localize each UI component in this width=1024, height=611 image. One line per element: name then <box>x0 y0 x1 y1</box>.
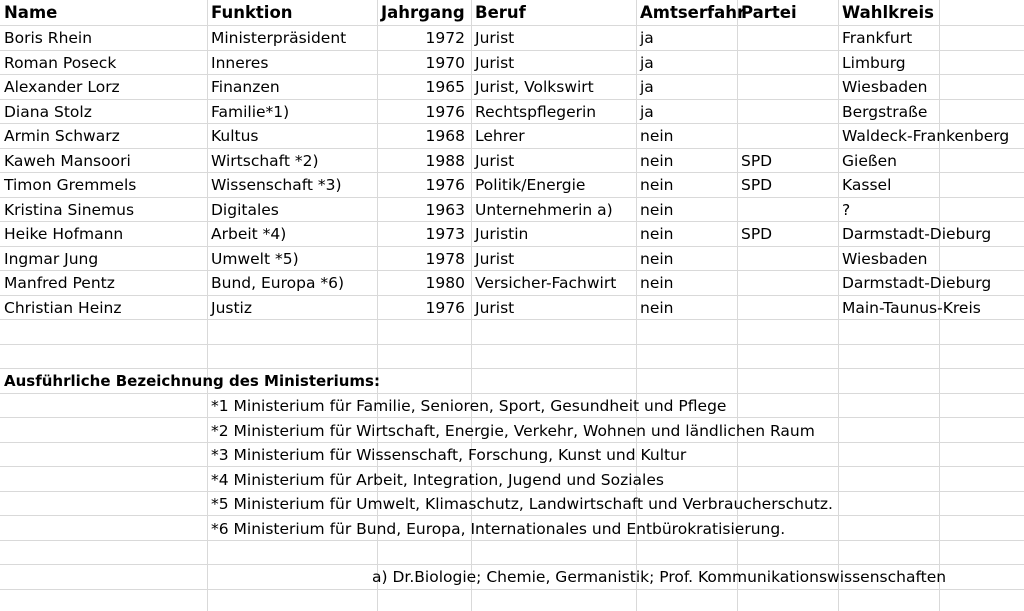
cell-funktion[interactable]: Finanzen <box>211 78 280 96</box>
cell-funktion[interactable]: Inneres <box>211 54 269 72</box>
grid-row-line <box>0 344 1024 345</box>
cell-beruf[interactable]: Jurist <box>475 299 515 317</box>
cell-wahlkreis[interactable]: ? <box>842 201 851 219</box>
note-item[interactable]: *4 Ministerium für Arbeit, Integration, Jugend und Soziales <box>211 471 664 489</box>
cell-jahrgang[interactable]: 1988 <box>425 152 465 170</box>
cell-amtserfahr[interactable]: nein <box>640 176 674 194</box>
cell-jahrgang[interactable]: 1963 <box>425 201 465 219</box>
cell-funktion[interactable]: Wissenschaft *3) <box>211 176 342 194</box>
cell-amtserfahr[interactable]: nein <box>640 152 674 170</box>
cell-jahrgang[interactable]: 1976 <box>425 176 465 194</box>
cell-beruf[interactable]: Lehrer <box>475 127 525 145</box>
cell-partei[interactable] <box>737 100 838 124</box>
cell-jahrgang[interactable]: 1973 <box>425 225 465 243</box>
cell-funktion[interactable]: Umwelt *5) <box>211 250 299 268</box>
cell-amtserfahr[interactable]: ja <box>640 78 654 96</box>
cell-beruf[interactable]: Jurist <box>475 29 515 47</box>
cell-wahlkreis[interactable]: Frankfurt <box>842 29 913 47</box>
cell-wahlkreis[interactable]: Limburg <box>842 54 906 72</box>
cell-wahlkreis[interactable]: Darmstadt-Dieburg <box>842 274 992 292</box>
cell-beruf[interactable]: Jurist <box>475 250 515 268</box>
cell-beruf[interactable]: Rechtspflegerin <box>475 103 597 121</box>
cell-partei[interactable] <box>737 75 838 99</box>
cell-beruf[interactable]: Jurist <box>475 152 515 170</box>
note-item[interactable]: *6 Ministerium für Bund, Europa, Internationales und Entbürokratisierung. <box>211 520 786 538</box>
cell-funktion[interactable]: Digitales <box>211 201 279 219</box>
cell-partei[interactable] <box>737 296 838 320</box>
cell-wahlkreis[interactable]: Wiesbaden <box>842 78 928 96</box>
cell-name[interactable]: Boris Rhein <box>4 29 93 47</box>
cell-jahrgang[interactable]: 1970 <box>425 54 465 72</box>
cell-name[interactable]: Heike Hofmann <box>4 225 124 243</box>
cell-partei[interactable] <box>737 247 838 271</box>
header-amtserfahr[interactable]: Amtserfahr <box>640 3 746 22</box>
cell-funktion[interactable]: Familie*1) <box>211 103 290 121</box>
cell-wahlkreis[interactable]: Bergstraße <box>842 103 928 121</box>
cell-partei[interactable]: SPD <box>741 152 773 170</box>
header-jahrgang[interactable]: Jahrgang <box>381 3 465 22</box>
cell-beruf[interactable]: Versicher-Fachwirt <box>475 274 617 292</box>
cell-name[interactable]: Manfred Pentz <box>4 274 115 292</box>
cell-name[interactable]: Kristina Sinemus <box>4 201 135 219</box>
cell-name[interactable]: Alexander Lorz <box>4 78 120 96</box>
note-item[interactable]: *2 Ministerium für Wirtschaft, Energie, Verkehr, Wohnen und ländlichen Raum <box>211 422 815 440</box>
cell-wahlkreis[interactable]: Kassel <box>842 176 892 194</box>
cell-name[interactable]: Kaweh Mansoori <box>4 152 131 170</box>
cell-name[interactable]: Timon Gremmels <box>4 176 137 194</box>
cell-jahrgang[interactable]: 1976 <box>425 299 465 317</box>
cell-partei[interactable] <box>737 198 838 222</box>
note-item[interactable]: *5 Ministerium für Umwelt, Klimaschutz, Landwirtschaft und Verbraucherschutz. <box>211 495 833 513</box>
cell-amtserfahr[interactable]: nein <box>640 201 674 219</box>
cell-amtserfahr[interactable]: nein <box>640 225 674 243</box>
cell-partei[interactable]: SPD <box>741 176 773 194</box>
cell-amtserfahr[interactable]: ja <box>640 29 654 47</box>
grid-row-line <box>0 589 1024 590</box>
cell-amtserfahr[interactable]: nein <box>640 299 674 317</box>
cell-jahrgang[interactable]: 1978 <box>425 250 465 268</box>
cell-jahrgang[interactable]: 1980 <box>425 274 465 292</box>
cell-wahlkreis[interactable]: Main-Taunus-Kreis <box>842 299 981 317</box>
note-item[interactable]: *1 Ministerium für Familie, Senioren, Sport, Gesundheit und Pflege <box>211 397 727 415</box>
cell-jahrgang[interactable]: 1976 <box>425 103 465 121</box>
cell-amtserfahr[interactable]: nein <box>640 250 674 268</box>
cell-partei[interactable] <box>737 271 838 295</box>
cell-funktion[interactable]: Arbeit *4) <box>211 225 287 243</box>
cell-name[interactable]: Ingmar Jung <box>4 250 99 268</box>
cell-name[interactable]: Roman Poseck <box>4 54 117 72</box>
footnote-a[interactable]: a) Dr.Biologie; Chemie, Germanistik; Prof. Kommunikationswissenschaften <box>372 568 947 586</box>
cell-funktion[interactable]: Wirtschaft *2) <box>211 152 319 170</box>
cell-partei[interactable] <box>737 124 838 148</box>
header-beruf[interactable]: Beruf <box>475 3 526 22</box>
cell-beruf[interactable]: Juristin <box>475 225 529 243</box>
header-funktion[interactable]: Funktion <box>211 3 293 22</box>
header-partei[interactable]: Partei <box>741 3 797 22</box>
cell-jahrgang[interactable]: 1972 <box>425 29 465 47</box>
cell-amtserfahr[interactable]: ja <box>640 103 654 121</box>
header-name[interactable]: Name <box>4 3 58 22</box>
cell-partei[interactable]: SPD <box>741 225 773 243</box>
cell-jahrgang[interactable]: 1965 <box>425 78 465 96</box>
cell-funktion[interactable]: Kultus <box>211 127 259 145</box>
cell-beruf[interactable]: Jurist, Volkswirt <box>475 78 594 96</box>
note-item[interactable]: *3 Ministerium für Wissenschaft, Forschung, Kunst und Kultur <box>211 446 687 464</box>
cell-amtserfahr[interactable]: nein <box>640 127 674 145</box>
cell-wahlkreis[interactable]: Waldeck-Frankenberg <box>842 127 1010 145</box>
cell-amtserfahr[interactable]: ja <box>640 54 654 72</box>
cell-funktion[interactable]: Bund, Europa *6) <box>211 274 345 292</box>
cell-wahlkreis[interactable]: Gießen <box>842 152 897 170</box>
cell-beruf[interactable]: Jurist <box>475 54 515 72</box>
cell-jahrgang[interactable]: 1968 <box>425 127 465 145</box>
cell-name[interactable]: Armin Schwarz <box>4 127 120 145</box>
cell-wahlkreis[interactable]: Wiesbaden <box>842 250 928 268</box>
cell-partei[interactable] <box>737 26 838 50</box>
cell-beruf[interactable]: Politik/Energie <box>475 176 586 194</box>
cell-partei[interactable] <box>737 51 838 75</box>
cell-wahlkreis[interactable]: Darmstadt-Dieburg <box>842 225 992 243</box>
header-wahlkreis[interactable]: Wahlkreis <box>842 3 934 22</box>
cell-name[interactable]: Diana Stolz <box>4 103 92 121</box>
cell-funktion[interactable]: Justiz <box>211 299 252 317</box>
cell-name[interactable]: Christian Heinz <box>4 299 122 317</box>
cell-beruf[interactable]: Unternehmerin a) <box>475 201 613 219</box>
cell-amtserfahr[interactable]: nein <box>640 274 674 292</box>
notes-title[interactable]: Ausführliche Bezeichnung des Ministeriums: <box>4 372 380 390</box>
cell-funktion[interactable]: Ministerpräsident <box>211 29 347 47</box>
